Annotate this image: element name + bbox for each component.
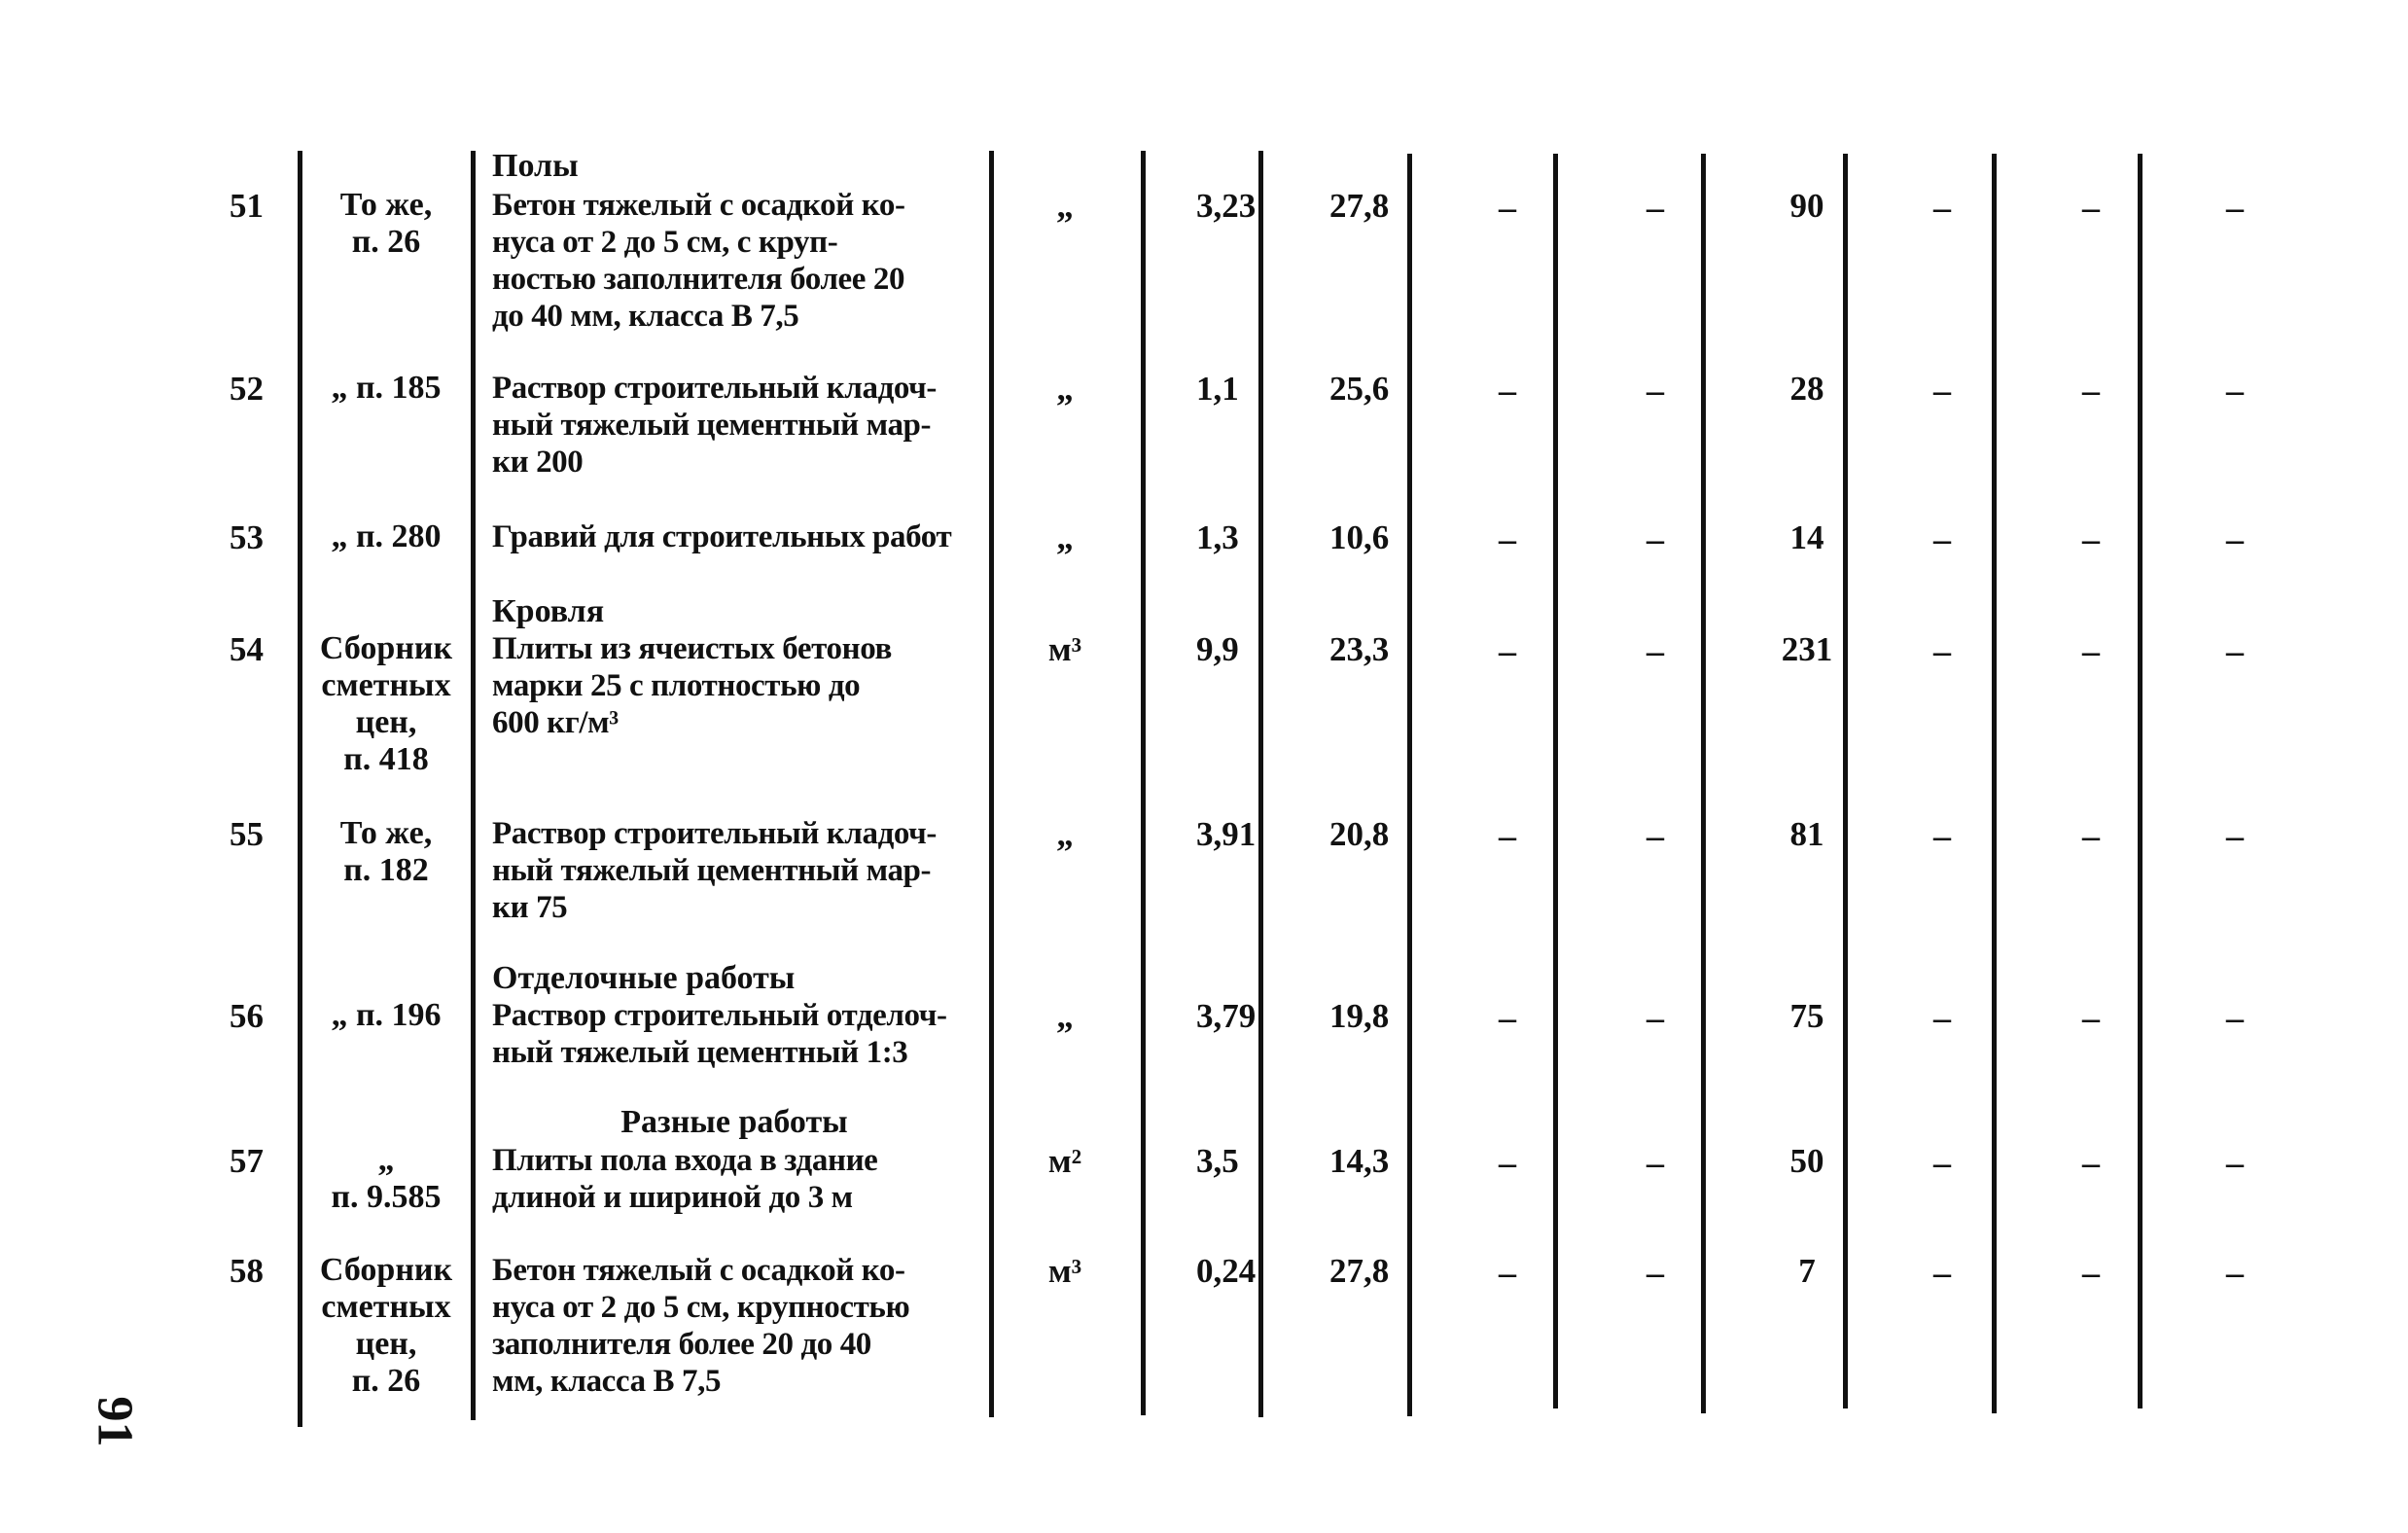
- value-cell: 1,1: [1196, 370, 1239, 408]
- value-cell: 23,3: [1329, 630, 1390, 668]
- dash-cell: –: [1933, 188, 1951, 227]
- section-header: Отделочные работы: [492, 960, 796, 996]
- value-cell: 19,8: [1329, 997, 1390, 1035]
- unit-cell: „: [1056, 187, 1074, 225]
- dash-cell: –: [2082, 188, 2100, 227]
- source-reference: „ п. 185: [331, 370, 442, 406]
- dash-cell: –: [1647, 998, 1664, 1037]
- unit-cell: „: [1056, 518, 1074, 556]
- source-reference: п. 182: [343, 852, 429, 888]
- description-line: ки 75: [492, 890, 568, 925]
- source-reference: цен,: [355, 1326, 417, 1362]
- source-reference: цен,: [355, 704, 417, 740]
- value-cell: 50: [1789, 1142, 1824, 1180]
- row-number: 56: [230, 997, 264, 1035]
- section-header: Полы: [492, 148, 579, 184]
- value-cell: 28: [1789, 370, 1824, 408]
- column-rule: [1553, 154, 1558, 1408]
- value-cell: 3,91: [1196, 815, 1257, 853]
- dash-cell: –: [1499, 371, 1516, 410]
- description-line: ный тяжелый цементный мар-: [492, 408, 932, 443]
- dash-cell: –: [2082, 1253, 2100, 1292]
- dash-cell: –: [1499, 631, 1516, 670]
- source-reference: п. 26: [351, 224, 421, 260]
- source-reference: „: [377, 1142, 395, 1178]
- source-reference: сметных: [321, 667, 451, 703]
- description-line: Плиты пола входа в здание: [492, 1143, 878, 1178]
- row-number: 54: [230, 630, 264, 668]
- dash-cell: –: [2226, 371, 2244, 410]
- column-rule: [298, 151, 302, 1427]
- dash-cell: –: [2082, 816, 2100, 855]
- dash-cell: –: [2226, 816, 2244, 855]
- dash-cell: –: [1499, 1143, 1516, 1182]
- value-cell: 231: [1781, 630, 1833, 668]
- column-rule: [1407, 154, 1412, 1416]
- dash-cell: –: [2082, 519, 2100, 558]
- unit-cell: м³: [1047, 630, 1082, 668]
- value-cell: 1,3: [1196, 518, 1239, 556]
- column-rule: [2138, 154, 2142, 1408]
- description-line: нуса от 2 до 5 см, с круп-: [492, 225, 838, 260]
- dash-cell: –: [1647, 631, 1664, 670]
- source-reference: „ п. 196: [331, 997, 442, 1033]
- dash-cell: –: [1499, 816, 1516, 855]
- row-number: 58: [230, 1252, 264, 1290]
- source-reference: „ п. 280: [331, 518, 442, 554]
- description-line: длиной и шириной до 3 м: [492, 1180, 853, 1215]
- description-line: Бетон тяжелый с осадкой ко-: [492, 1253, 905, 1288]
- source-reference: Сборник: [319, 1252, 453, 1288]
- dash-cell: –: [2226, 998, 2244, 1037]
- source-reference: Сборник: [319, 630, 453, 666]
- dash-cell: –: [1647, 816, 1664, 855]
- dash-cell: –: [1933, 998, 1951, 1037]
- description-line: Бетон тяжелый с осадкой ко-: [492, 188, 905, 223]
- column-rule: [1843, 154, 1848, 1408]
- description-line: Гравий для строительных работ: [492, 519, 952, 554]
- dash-cell: –: [1933, 1143, 1951, 1182]
- value-cell: 25,6: [1329, 370, 1390, 408]
- value-cell: 9,9: [1196, 630, 1239, 668]
- column-rule: [1701, 154, 1706, 1413]
- description-line: ки 200: [492, 445, 584, 480]
- row-number: 51: [230, 187, 264, 225]
- value-cell: 3,23: [1196, 187, 1257, 225]
- value-cell: 90: [1789, 187, 1824, 225]
- description-line: 600 кг/м³: [492, 705, 619, 740]
- dash-cell: –: [1499, 998, 1516, 1037]
- unit-cell: „: [1056, 370, 1074, 408]
- value-cell: 14,3: [1329, 1142, 1390, 1180]
- dash-cell: –: [2082, 1143, 2100, 1182]
- unit-cell: „: [1056, 997, 1074, 1035]
- value-cell: 27,8: [1329, 1252, 1390, 1290]
- value-cell: 81: [1789, 815, 1824, 853]
- description-line: Плиты из ячеистых бетонов: [492, 631, 892, 666]
- description-line: ный тяжелый цементный 1:3: [492, 1035, 908, 1070]
- value-cell: 27,8: [1329, 187, 1390, 225]
- column-rule: [989, 151, 994, 1417]
- column-rule: [1992, 154, 1997, 1413]
- description-line: Раствор строительный кладоч-: [492, 371, 937, 406]
- description-line: до 40 мм, класса В 7,5: [492, 299, 799, 334]
- dash-cell: –: [2226, 631, 2244, 670]
- source-reference: п. 9.585: [331, 1179, 442, 1215]
- value-cell: 10,6: [1329, 518, 1390, 556]
- row-number: 57: [230, 1142, 264, 1180]
- value-cell: 7: [1798, 1252, 1816, 1290]
- value-cell: 14: [1789, 518, 1824, 556]
- dash-cell: –: [2226, 519, 2244, 558]
- value-cell: 3,5: [1196, 1142, 1239, 1180]
- dash-cell: –: [1647, 188, 1664, 227]
- description-line: заполнителя более 20 до 40: [492, 1327, 871, 1362]
- dash-cell: –: [2082, 371, 2100, 410]
- column-rule: [471, 151, 476, 1420]
- value-cell: 3,79: [1196, 997, 1257, 1035]
- description-line: марки 25 с плотностью до: [492, 668, 861, 703]
- source-reference: сметных: [321, 1289, 451, 1325]
- dash-cell: –: [2082, 998, 2100, 1037]
- dash-cell: –: [2226, 1253, 2244, 1292]
- dash-cell: –: [1499, 188, 1516, 227]
- dash-cell: –: [1933, 631, 1951, 670]
- dash-cell: –: [1647, 519, 1664, 558]
- description-line: Раствор строительный отделоч-: [492, 998, 947, 1033]
- section-header: Кровля: [492, 593, 605, 629]
- unit-cell: м²: [1047, 1142, 1082, 1180]
- dash-cell: –: [2226, 188, 2244, 227]
- page-number: 91: [87, 1396, 143, 1447]
- description-line: ностью заполнителя более 20: [492, 262, 905, 297]
- unit-cell: „: [1056, 815, 1074, 853]
- row-number: 52: [230, 370, 264, 408]
- source-reference: То же,: [339, 187, 433, 223]
- source-reference: То же,: [339, 815, 433, 851]
- dash-cell: –: [2226, 1143, 2244, 1182]
- dash-cell: –: [1647, 371, 1664, 410]
- column-rule: [1258, 151, 1263, 1417]
- row-number: 53: [230, 518, 264, 556]
- description-line: ный тяжелый цементный мар-: [492, 853, 932, 888]
- unit-cell: м³: [1047, 1252, 1082, 1290]
- dash-cell: –: [1499, 1253, 1516, 1292]
- value-cell: 20,8: [1329, 815, 1390, 853]
- column-rule: [1141, 151, 1146, 1415]
- dash-cell: –: [1933, 519, 1951, 558]
- value-cell: 75: [1789, 997, 1824, 1035]
- description-line: нуса от 2 до 5 см, крупностью: [492, 1290, 910, 1325]
- dash-cell: –: [2082, 631, 2100, 670]
- description-line: Раствор строительный кладоч-: [492, 816, 937, 851]
- dash-cell: –: [1647, 1143, 1664, 1182]
- dash-cell: –: [1499, 519, 1516, 558]
- source-reference: п. 26: [351, 1363, 421, 1399]
- dash-cell: –: [1647, 1253, 1664, 1292]
- dash-cell: –: [1933, 1253, 1951, 1292]
- value-cell: 0,24: [1196, 1252, 1257, 1290]
- description-line: мм, класса В 7,5: [492, 1364, 722, 1399]
- dash-cell: –: [1933, 371, 1951, 410]
- section-header: Разные работы: [620, 1104, 848, 1140]
- dash-cell: –: [1933, 816, 1951, 855]
- source-reference: п. 418: [343, 741, 429, 777]
- row-number: 55: [230, 815, 264, 853]
